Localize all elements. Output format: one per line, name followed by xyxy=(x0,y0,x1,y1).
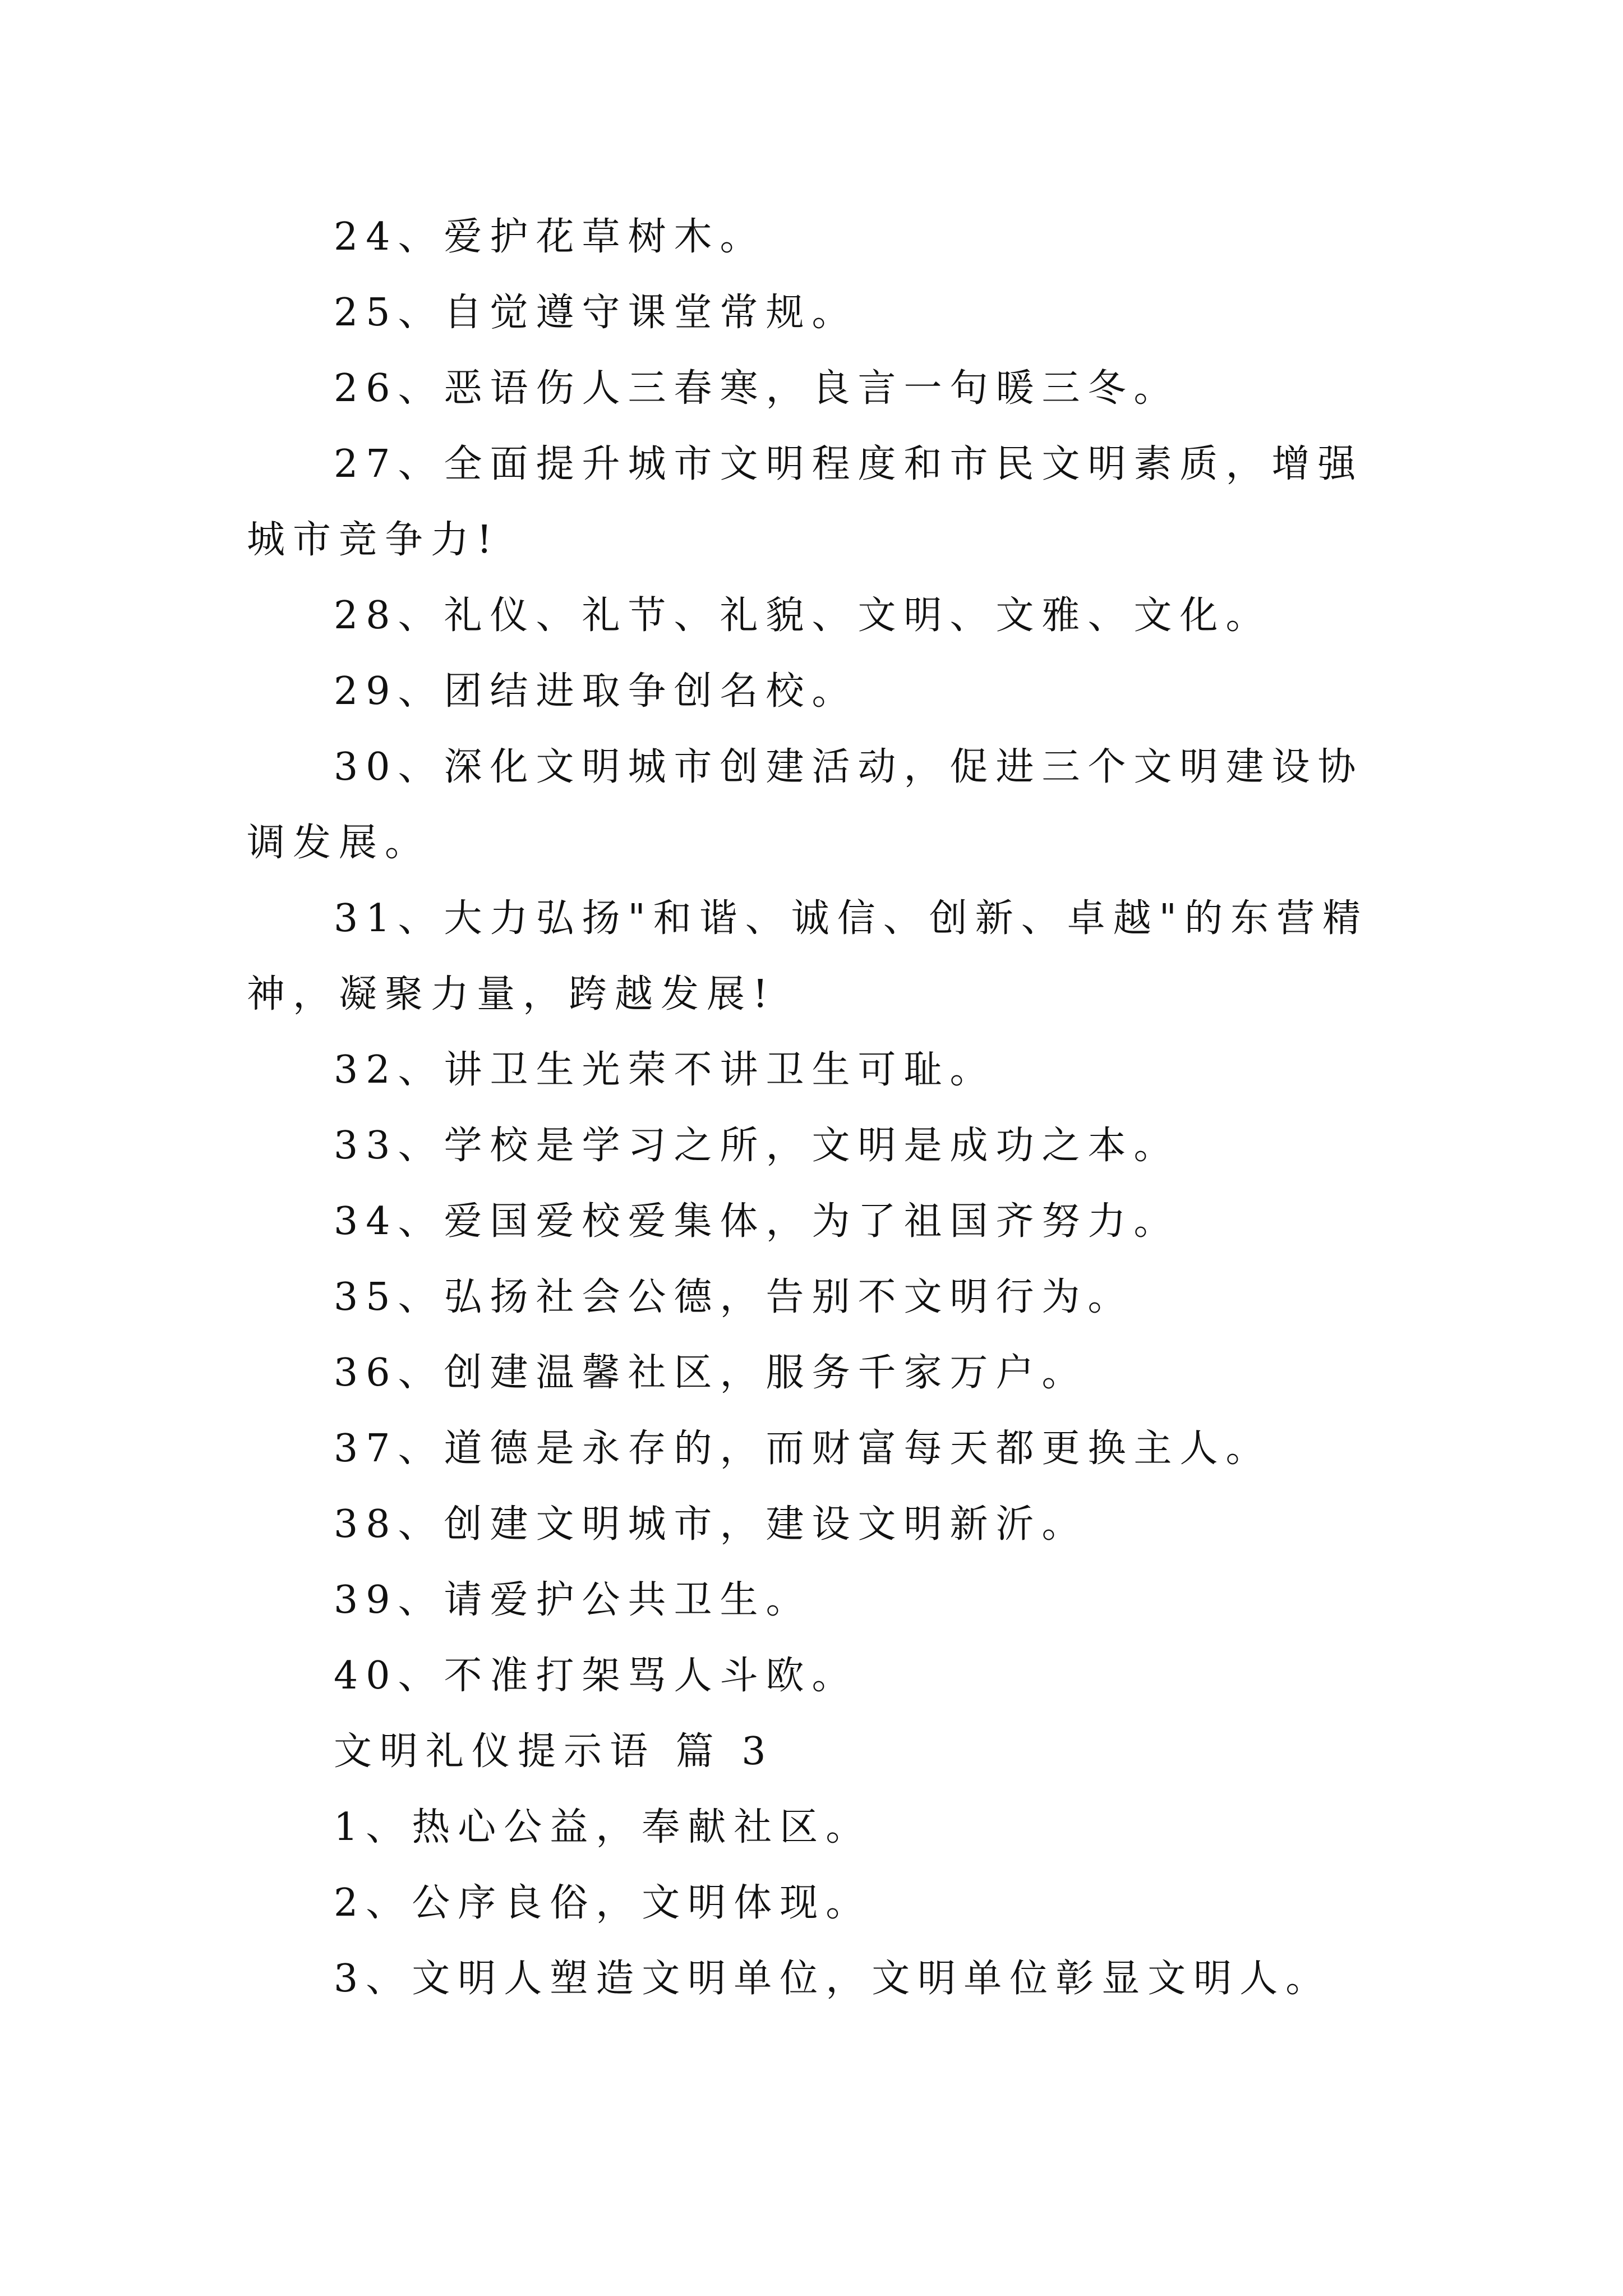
list-item-28: 28、礼仪、礼节、礼貌、文明、文雅、文化。 xyxy=(334,593,1272,638)
list-item-29: 29、团结进取争创名校。 xyxy=(334,669,858,714)
list-item-33: 33、学校是学习之所，文明是成功之本。 xyxy=(334,1124,1180,1168)
list-item-37: 37、道德是永存的，而财富每天都更换主人。 xyxy=(334,1427,1272,1471)
list-item-25: 25、自觉遵守课堂常规。 xyxy=(334,291,858,335)
list-item-27: 27、全面提升城市文明程度和市民文明素质，增强城市竞争力! xyxy=(247,442,1364,562)
list-item-30: 30、深化文明城市创建活动，促进三个文明建设协调发展。 xyxy=(247,745,1364,865)
list-item-32: 32、讲卫生光荣不讲卫生可耻。 xyxy=(334,1048,996,1092)
list-item-31: 31、大力弘扬"和谐、诚信、创新、卓越"的东营精神，凝聚力量，跨越发展! xyxy=(247,896,1369,1016)
section-heading: 文明礼仪提示语 篇 3 xyxy=(334,1729,774,1774)
list-item-1: 1、热心公益，奉献社区。 xyxy=(334,1805,872,1849)
list-item-40: 40、不准打架骂人斗欧。 xyxy=(334,1654,858,1698)
list-item-2: 2、公序良俗，文明体现。 xyxy=(334,1881,872,1925)
list-item-38: 38、创建文明城市，建设文明新沂。 xyxy=(334,1502,1088,1547)
list-item-24: 24、爱护花草树木。 xyxy=(334,215,766,259)
list-item-26: 26、恶语伤人三春寒，良言一句暖三冬。 xyxy=(334,366,1180,411)
document-body xyxy=(247,199,1396,2017)
list-item-3: 3、文明人塑造文明单位，文明单位彰显文明人。 xyxy=(334,1957,1332,2001)
list-item-36: 36、创建温馨社区，服务千家万户。 xyxy=(334,1351,1088,1395)
list-item-35: 35、弘扬社会公德，告别不文明行为。 xyxy=(334,1275,1134,1319)
list-item-34: 34、爱国爱校爱集体，为了祖国齐努力。 xyxy=(334,1199,1180,1244)
list-item-39: 39、请爱护公共卫生。 xyxy=(334,1578,812,1622)
